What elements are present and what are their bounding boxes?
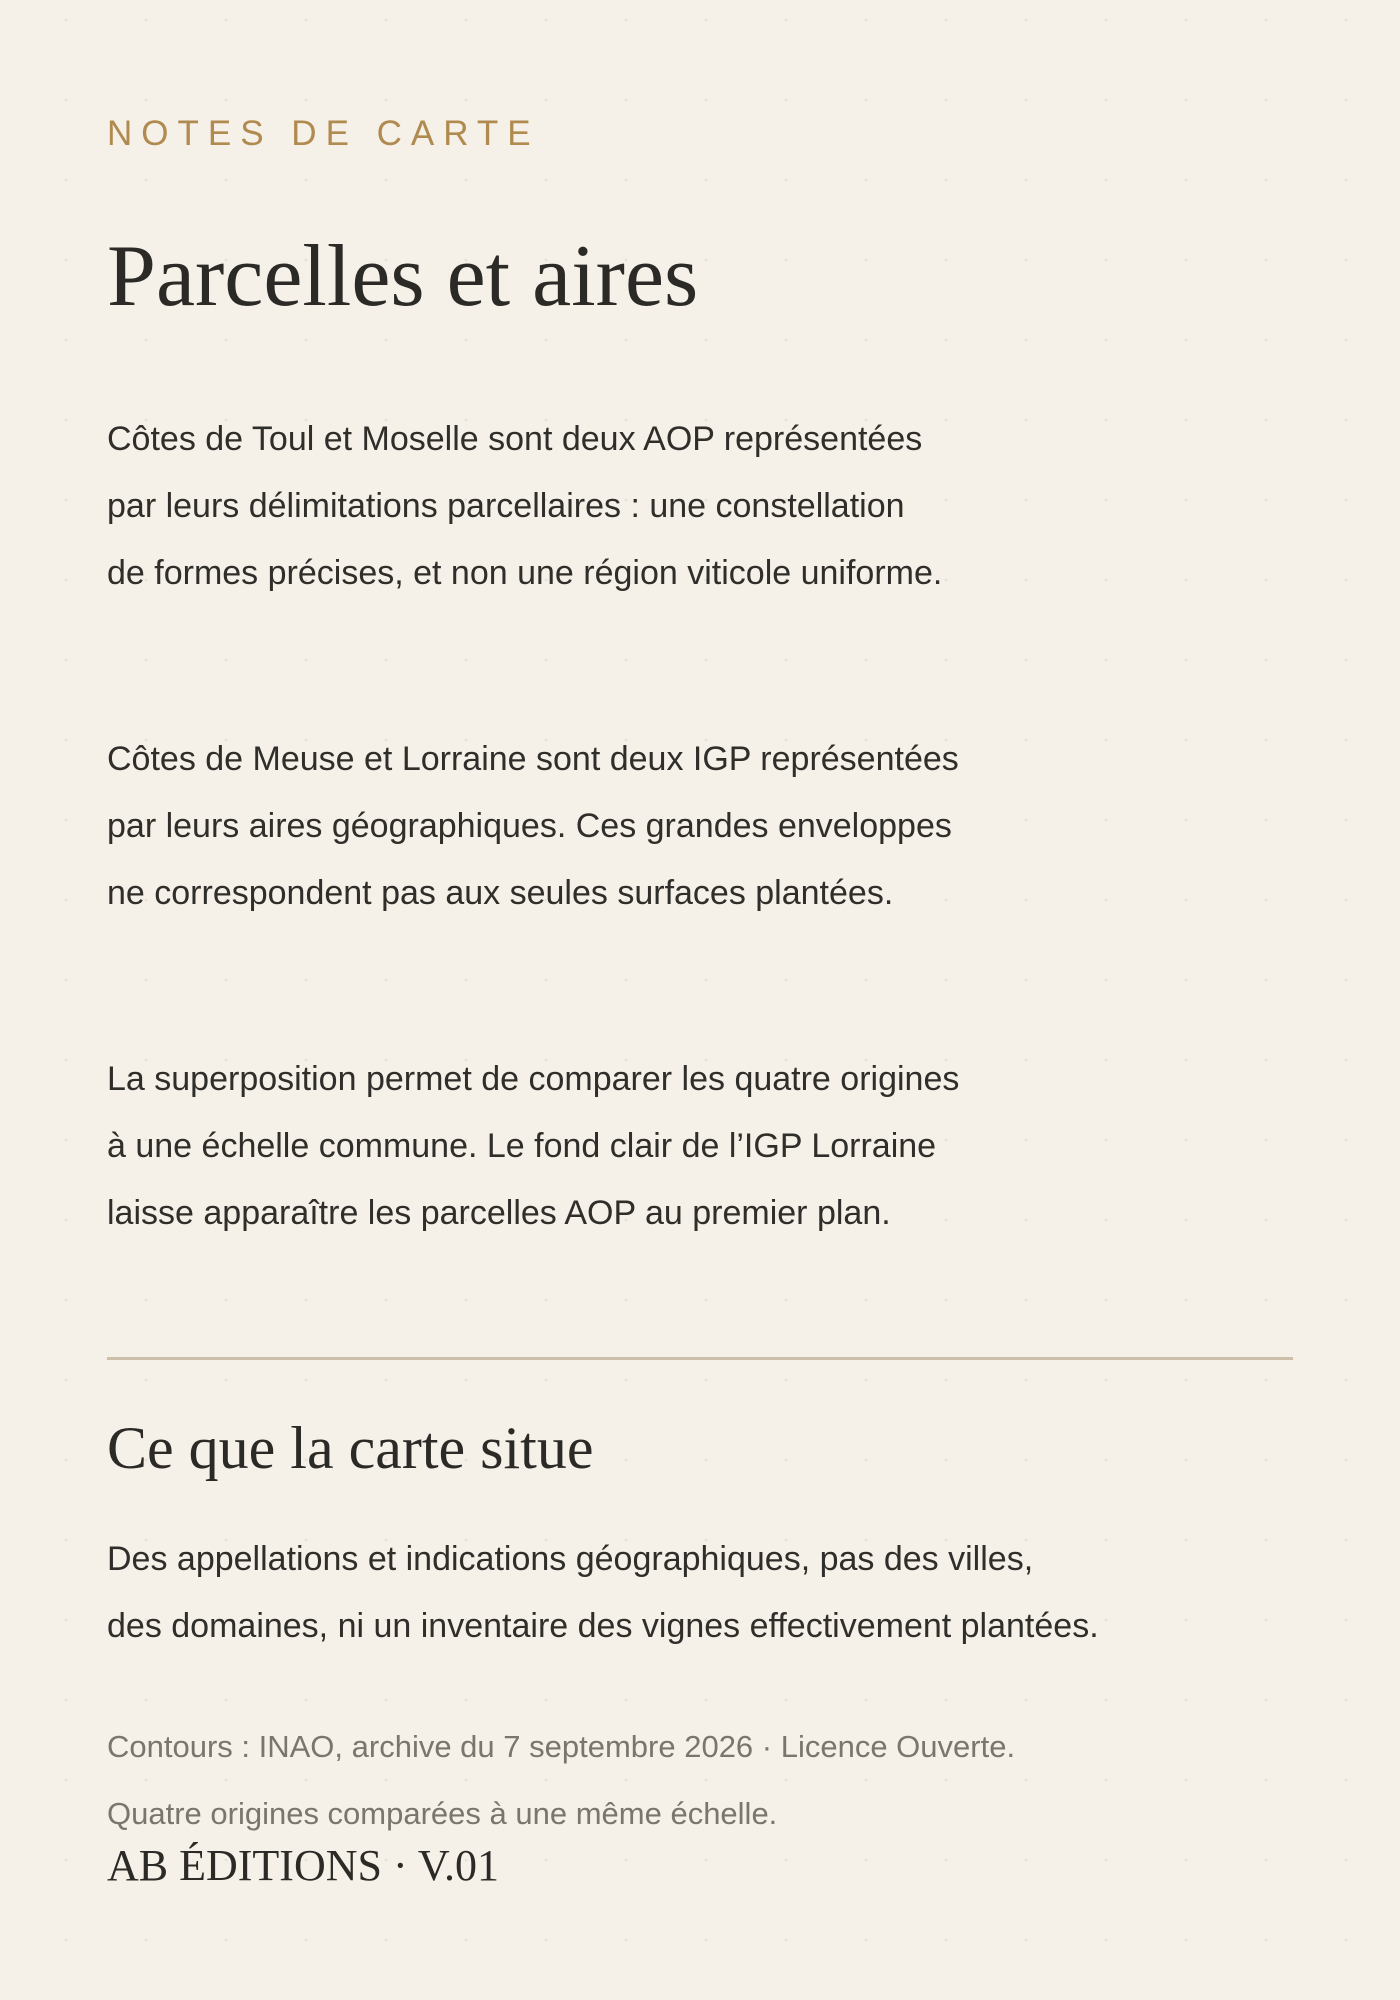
paragraph-line: La superposition permet de comparer les quatre origines [107, 1060, 960, 1098]
paragraph-line: par leurs aires géographiques. Ces grandes enveloppes [107, 807, 952, 845]
source-note: Contours : INAO, archive du 7 septembre 2026 · Licence Ouverte. [107, 1729, 1016, 1764]
page-title: Parcelles et aires [107, 228, 699, 325]
paragraph-line: de formes précises, et non une région viticole uniforme. [107, 554, 943, 592]
paragraph-superposition [107, 1046, 959, 1247]
paragraph-line: laisse apparaître les parcelles AOP au premier plan. [107, 1194, 891, 1232]
brand-version: AB ÉDITIONS · V.01 [107, 1841, 499, 1890]
paragraph-line: Côtes de Meuse et Lorraine sont deux IGP représentées [107, 740, 959, 778]
paragraph-line: des domaines, ni un inventaire des vignes effectivement plantées. [107, 1607, 1099, 1645]
paragraph-line: à une échelle commune. Le fond clair de l’IGP Lorraine [107, 1127, 937, 1165]
eyebrow-label: NOTES DE CARTE [107, 114, 540, 153]
paragraph-line: Côtes de Toul et Moselle sont deux AOP représentées [107, 420, 923, 458]
section-title: Ce que la carte situe [107, 1415, 594, 1481]
paragraph-line: ne correspondent pas aux seules surfaces plantées. [107, 874, 894, 912]
paragraph-aop [107, 406, 942, 607]
section-paragraph [107, 1526, 1099, 1660]
paragraph-igp [107, 726, 959, 927]
caption-note: Quatre origines comparées à une même échelle. [107, 1796, 778, 1831]
paragraph-line: par leurs délimitations parcellaires : une constellation [107, 487, 905, 525]
section-divider [107, 1357, 1293, 1360]
paragraph-line: Des appellations et indications géographiques, pas des villes, [107, 1540, 1034, 1578]
